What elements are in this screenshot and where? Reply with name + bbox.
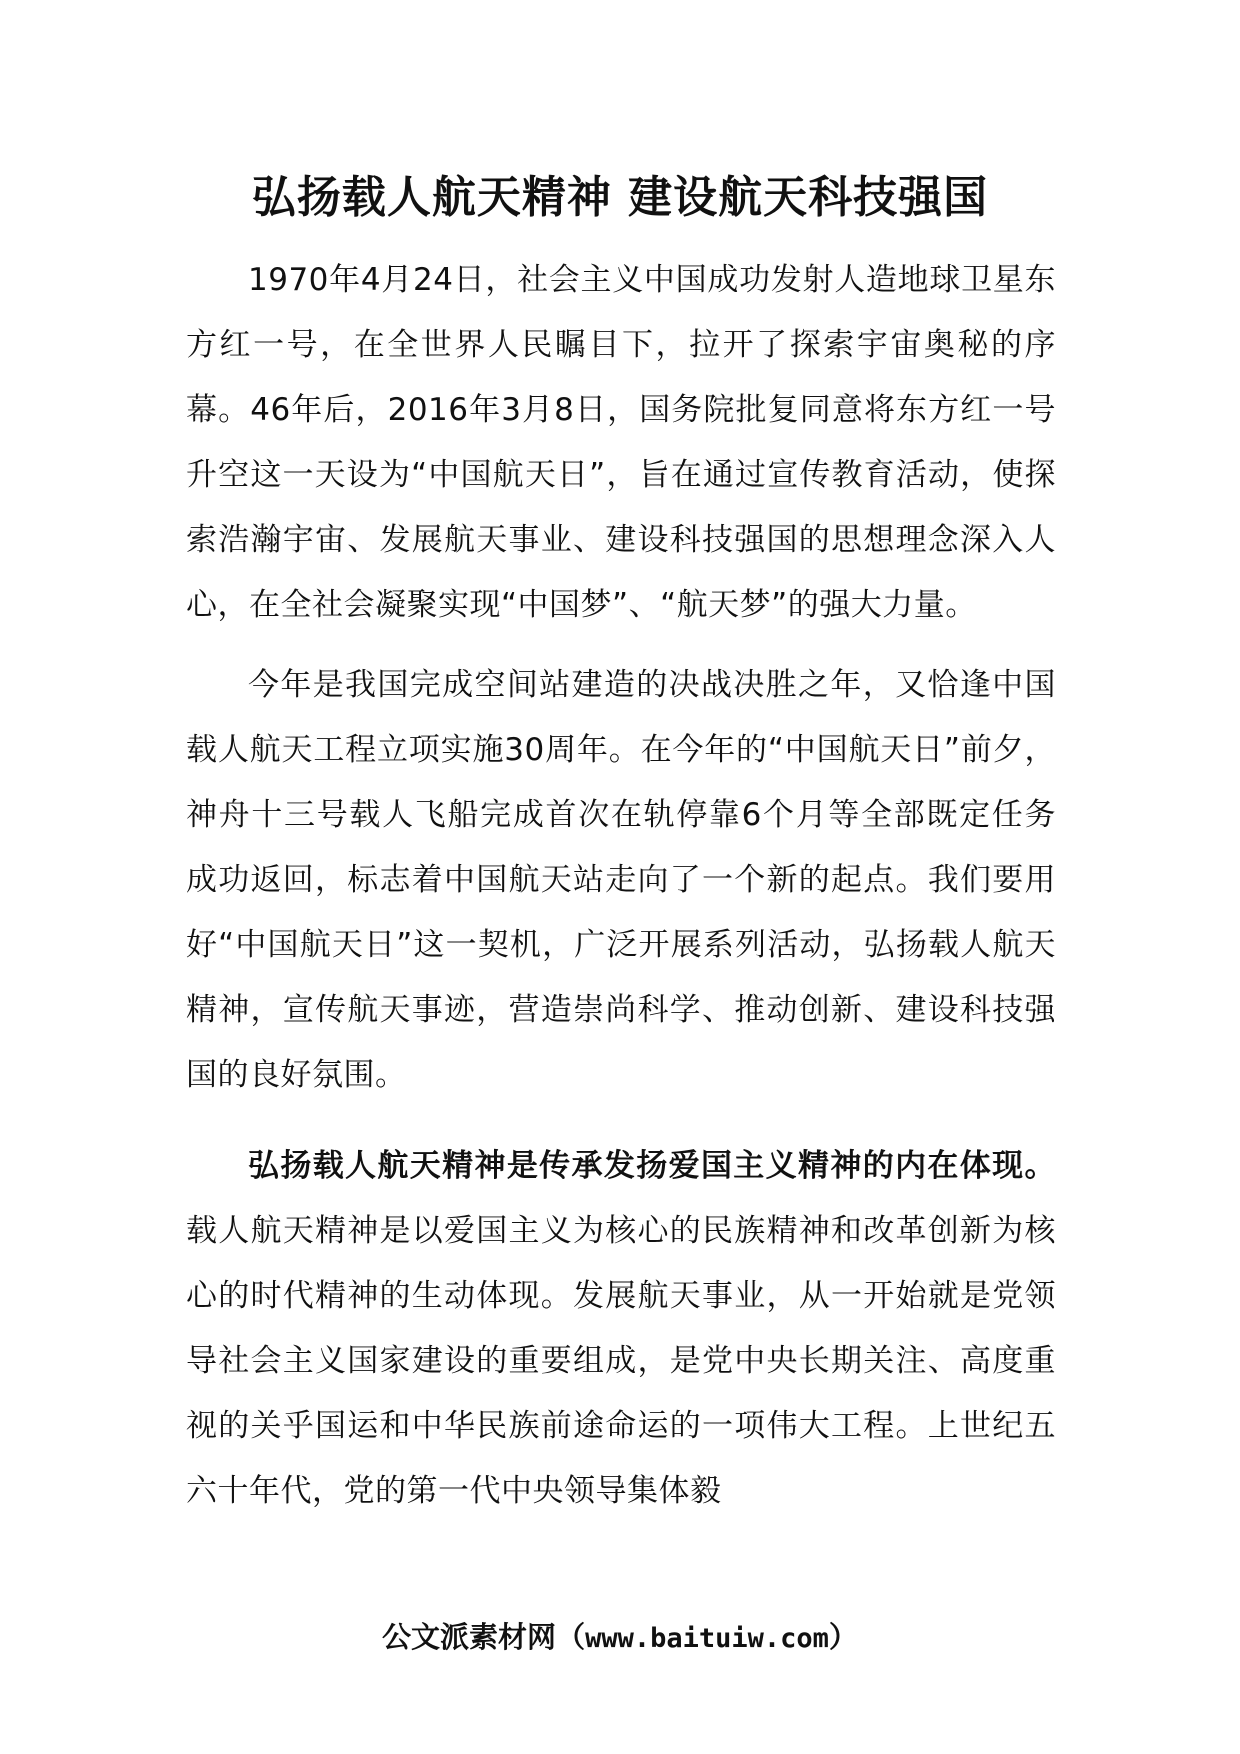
paragraph-3 bbox=[186, 1134, 1056, 1524]
document-body bbox=[186, 248, 1056, 1539]
footer-watermark bbox=[0, 1617, 1240, 1659]
paragraph-1 bbox=[186, 248, 1056, 638]
footer-url: www.baituiw.com bbox=[585, 1623, 829, 1654]
footer-site-name: 公文派素材网 bbox=[382, 1620, 557, 1654]
footer-paren-open: （ bbox=[556, 1620, 586, 1654]
paragraph-1-text: 1970年4月24日，社会主义中国成功发射人造地球卫星东方红一号，在全世界人民瞩目下，拉开了探索宇宙奥秘的序幕。46年后，2016年3月8日，国务院批复同意将东方红一号升空这一天设为“中国航天日”，旨在通过宣传教育活动，使探索浩瀚宇宙、发展航天事业、建设科技强国的思想理念深入人心，在全社会凝聚实现“中国梦”、“航天梦”的强大力量。 bbox=[186, 262, 1056, 623]
paragraph-2-text: 今年是我国完成空间站建造的决战决胜之年，又恰逢中国载人航天工程立项实施30周年。在今年的“中国航天日”前夕，神舟十三号载人飞船完成首次在轨停靠6个月等全部既定任务成功返回，标志着中国航天站走向了一个新的起点。我们要用好“中国航天日”这一契机，广泛开展系列活动，弘扬载人航天精神，宣传航天事迹，营造崇尚科学、推动创新、建设科技强国的良好氛围。 bbox=[186, 667, 1056, 1093]
footer-paren-close: ） bbox=[828, 1620, 858, 1654]
paragraph-3-text: 载人航天精神是以爱国主义为核心的民族精神和改革创新为核心的时代精神的生动体现。发展航天事业，从一开始就是党领导社会主义国家建设的重要组成，是党中央长期关注、高度重视的关乎国运和中华民族前途命运的一项伟大工程。上世纪五六十年代，党的第一代中央领导集体毅 bbox=[186, 1213, 1056, 1509]
paragraph-3-lead-sentence: 弘扬载人航天精神是传承发扬爱国主义精神的内在体现。 bbox=[248, 1148, 1056, 1184]
document-title: 弘扬载人航天精神 建设航天科技强国 bbox=[251, 172, 989, 223]
paragraph-2 bbox=[186, 653, 1056, 1108]
